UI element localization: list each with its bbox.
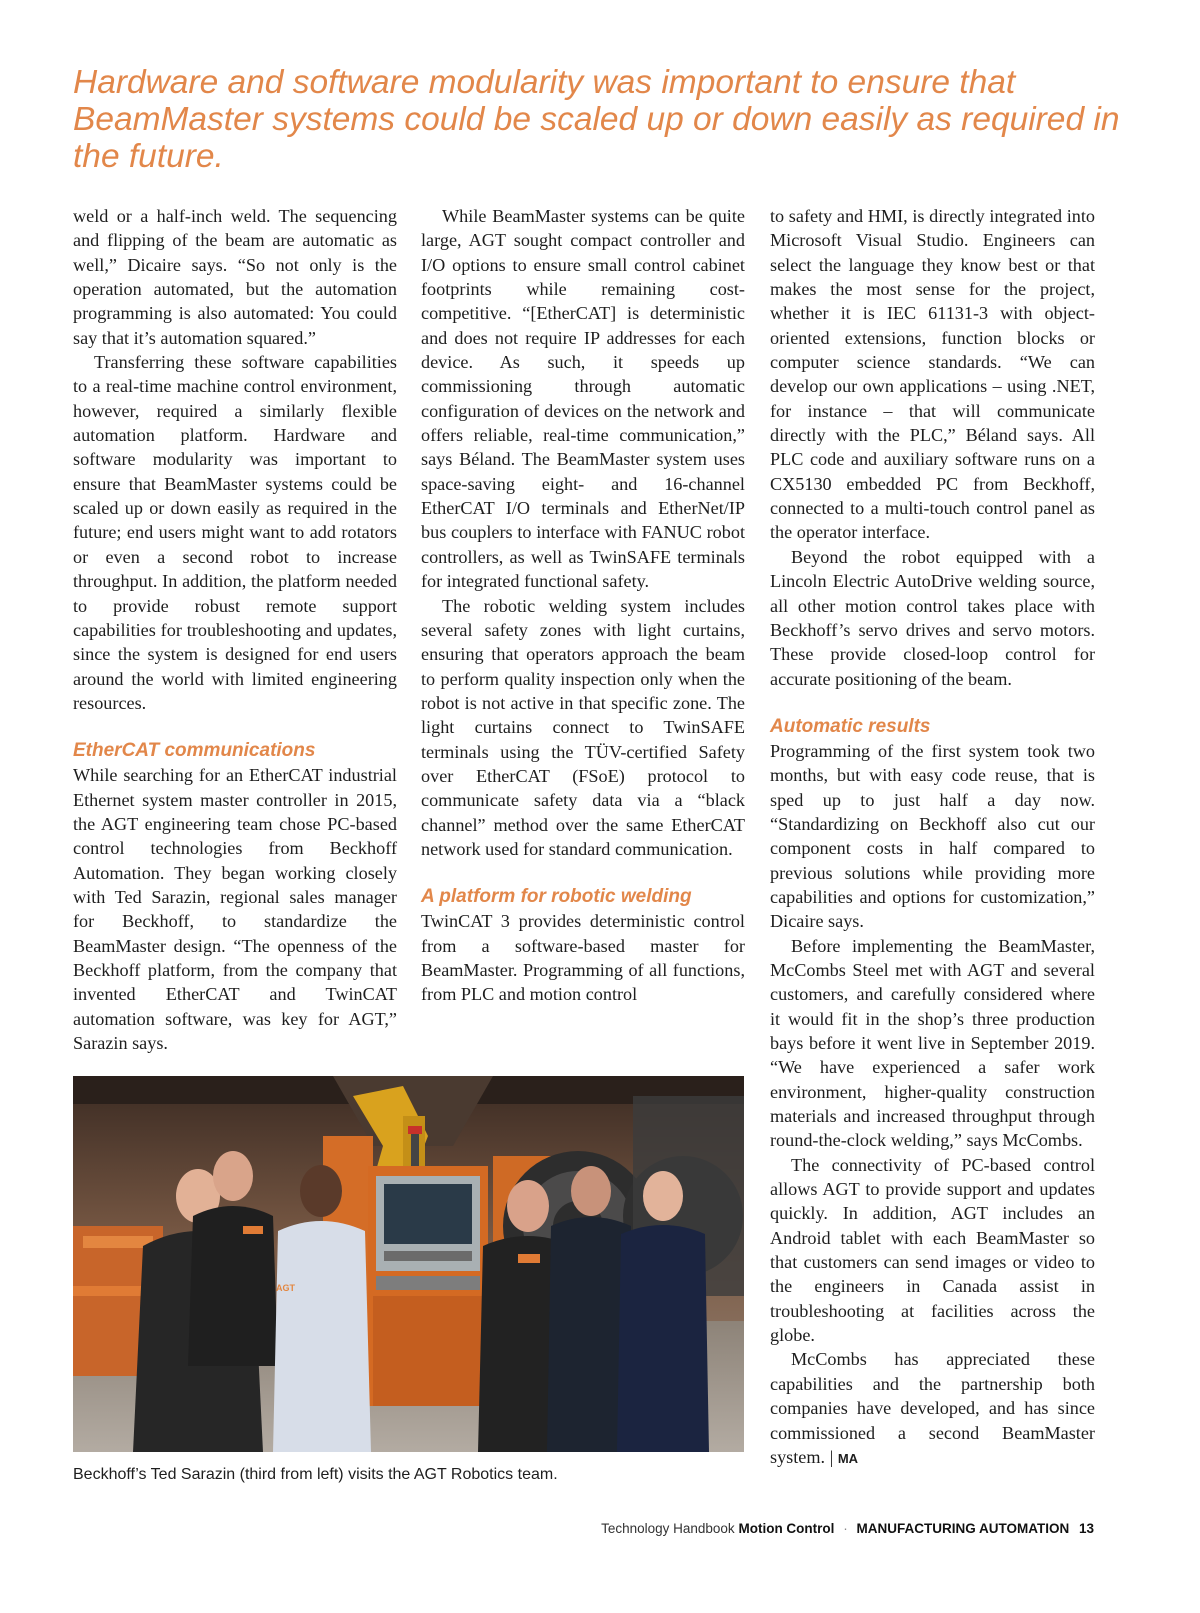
article-column-1 (73, 204, 397, 1055)
body-paragraph: The connectivity of PC-based control allows AGT to provide support and updates quickly. In addition, AGT includes an Android tablet with each BeamMaster so that customers can send images or video to the engineers in Canada assist in troubleshooting at facilities across the globe. (770, 1154, 1095, 1346)
pull-quote: Hardware and software modularity was important to ensure that BeamMaster systems could be scaled up or down easily as required in the future. (73, 64, 1120, 175)
page-footer (601, 1521, 1094, 1536)
footer-publication: MANUFACTURING AUTOMATION (856, 1521, 1070, 1536)
body-paragraph: While BeamMaster systems can be quite large, AGT sought compact controller and I/O options to ensure small control cabinet footprints while remaining cost-competitive. “[EtherCAT] is deterministic and does not require IP addresses for each device. As such, it speeds up commissioning through automatic configuration of devices on the network and offers reliable, real-time communication,” says Béland. The BeamMaster system uses space-saving eight- and 16-channel EtherCAT I/O terminals and EtherNet/IP bus couplers to interface with FANUC robot controllers, as well as TwinSAFE terminals for integrated functional safety. (421, 206, 745, 592)
footer-section: Motion Control (738, 1521, 835, 1536)
body-paragraph: Beyond the robot equipped with a Lincoln Electric AutoDrive welding source, all other motion control takes place with Beckhoff’s servo drives and servo motors. These provide closed-loop control for accurate positioning of the beam. (770, 546, 1095, 689)
page-number: 13 (1078, 1521, 1094, 1536)
end-mark: MA (837, 1450, 859, 1466)
body-paragraph: to safety and HMI, is directly integrated into Microsoft Visual Studio. Engineers can select the language they know best or that makes the most sense for the project, whether it is IEC 61131-3 with object-oriented extensions, function blocks or computer science standards. “We can develop our own applications – using .NET, for instance – that will communicate directly with the PLC,” Béland says. All PLC code and auxiliary software runs on a CX5130 embedded PC from Beckhoff, connected to a multi-touch control panel as the operator interface. (770, 206, 1095, 543)
final-paragraph-text: McCombs has appreciated these capabilities and the partnership both companies have developed, and has since commissioned a second BeamMaster system. | (770, 1349, 1095, 1467)
subhead-platform-robotic-welding: A platform for robotic welding (421, 886, 692, 908)
subhead-ethercat-communications: EtherCAT communications (73, 740, 316, 762)
body-paragraph: Transferring these software capabilities to a real-time machine control environment, however, required a similarly flexible automation platform. Hardware and software modularity was important to ensure that BeamMaster systems could be scaled up or down easily as required in the future; end users might want to add rotators or even a second robot to increase throughput. In addition, the platform needed to provide robust remote support capabilities for troubleshooting and updates, since the system is designed for end users around the world with limited engineering resources. (73, 352, 397, 713)
article-column-2 (421, 204, 745, 1007)
photo-caption: Beckhoff’s Ted Sarazin (third from left) visits the AGT Robotics team. (73, 1466, 558, 1483)
body-paragraph: TwinCAT 3 provides deterministic control from a software-based master for BeamMaster. Programming of all functions, from PLC and motion control (421, 911, 745, 1005)
subhead-automatic-results: Automatic results (770, 715, 931, 737)
team-photo (73, 1076, 744, 1452)
body-paragraph: The robotic welding system includes several safety zones with light curtains, ensuring that operators approach the beam to perform quality inspection only when the robot is not active in that specific zone. The light curtains connect to TwinSAFE terminals using the TÜV-certified Safety over EtherCAT (FSoE) protocol to communicate safety data via a “black channel” method over the same EtherCAT network used for standard communication. (421, 595, 745, 859)
body-paragraph-final (770, 1347, 1095, 1471)
body-paragraph: Before implementing the BeamMaster, McCombs Steel met with AGT and several customers, and carefully considered where it would fit in the shop’s three production bays before it went live in September 2019. “We have experienced a safer work environment, higher-quality construction materials and increased throughput through round-the-clock welding,” says McCombs. (770, 935, 1095, 1151)
body-paragraph: weld or a half-inch weld. The sequencing and flipping of the beam are automatic as well,” Dicaire says. “So not only is the operation automated, but the automation programming is also automated: You could say that it’s automation squared.” (73, 206, 397, 348)
article-column-3 (770, 204, 1095, 1471)
footer-separator: · (843, 1521, 848, 1536)
footer-handbook: Technology Handbook (601, 1521, 735, 1536)
shirt-logo: AGT (276, 1283, 295, 1293)
body-paragraph: Programming of the first system took two months, but with easy code reuse, that is sped up to just half a day now. “Standardizing on Beckhoff also cut our component costs in half compared to previous solutions while providing more capabilities and options for customization,” Dicaire says. (770, 740, 1095, 932)
body-paragraph: While searching for an EtherCAT industrial Ethernet system master controller in 2015, the AGT engineering team chose PC-based control technologies from Beckhoff Automation. They began working closely with Ted Sarazin, regional sales manager for Beckhoff, to standardize the BeamMaster design. “The openness of the Beckhoff platform, from the company that invented EtherCAT and TwinCAT automation software, was key for AGT,” Sarazin says. (73, 765, 397, 1053)
